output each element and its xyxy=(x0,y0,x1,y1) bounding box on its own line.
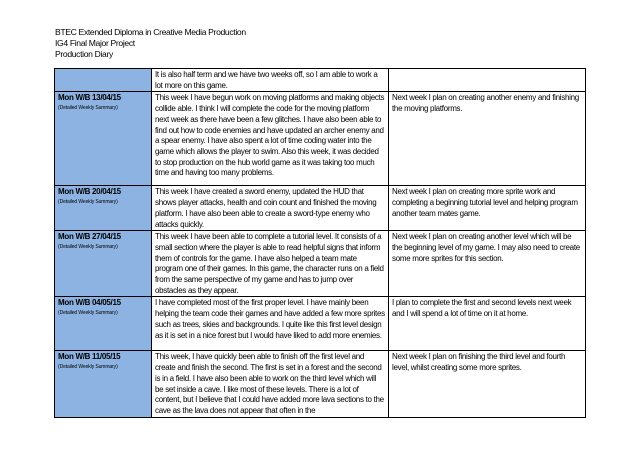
week-date-cell xyxy=(55,69,152,92)
week-date-cell xyxy=(55,231,152,297)
table-row xyxy=(55,92,586,186)
next-week-plan-cell: Next week I plan on creating another level which will be the beginning level of my game. I may also need to create some more sprites for this section. xyxy=(389,231,586,297)
week-date: Mon W/B 20/04/15 xyxy=(58,187,121,197)
weekly-summary-cell: I have completed most of the first proper level. I have mainly been helping the team code their games and have added a few more sprites such as trees, skies and backgrounds. I quite like this first level design as it is set in a nice forest but I would have liked to add more enemies. xyxy=(152,297,389,351)
week-summary-hint: (Detailed Weekly Summary) xyxy=(58,199,118,206)
week-summary-hint: (Detailed Weekly Summary) xyxy=(58,364,118,371)
production-diary-table xyxy=(54,68,586,418)
next-week-plan-cell xyxy=(389,69,586,92)
next-week-plan-cell: Next week I plan on creating another enemy and finishing the moving platforms. xyxy=(389,92,586,186)
table-row xyxy=(55,297,586,351)
table-row xyxy=(55,69,586,92)
week-summary-hint: (Detailed Weekly Summary) xyxy=(58,310,118,317)
next-week-plan-cell: Next week I plan on finishing the third level and fourth level, whilst creating some more sprites. xyxy=(389,351,586,417)
week-date-cell xyxy=(55,186,152,231)
week-date: Mon W/B 13/04/15 xyxy=(58,93,121,103)
week-date-cell xyxy=(55,92,152,186)
header-project: IG4 Final Major Project xyxy=(55,37,135,48)
table-row xyxy=(55,231,586,297)
table-row xyxy=(55,351,586,417)
week-date: Mon W/B 11/05/15 xyxy=(58,352,121,362)
header-diary-title: Production Diary xyxy=(55,48,113,59)
week-date: Mon W/B 04/05/15 xyxy=(58,298,121,308)
header-course: BTEC Extended Diploma in Creative Media Production xyxy=(55,27,246,37)
weekly-summary-cell: This week I have created a sword enemy, updated the HUD that shows player attacks, health and coin count and finished the moving platform. I have also been able to create a sword-type enemy who attacks quickly. xyxy=(152,186,389,231)
weekly-summary-cell: It is also half term and we have two weeks off, so I am able to work a lot more on this game. xyxy=(152,69,389,92)
weekly-summary-cell: This week, I have quickly been able to finish off the first level and create and finish the second. The first is set in a forest and the second is in a field. I have also been able to work on the third level which will be set inside a cave. I like most of these levels. There is a lot of content, but I believe that I could have added more lava sections to the cave as the lava does not appear that often in the xyxy=(152,351,389,417)
week-summary-hint: (Detailed Weekly Summary) xyxy=(58,243,118,250)
week-summary-hint: (Detailed Weekly Summary) xyxy=(58,105,118,112)
document-header xyxy=(55,27,246,59)
weekly-summary-cell: This week I have been able to complete a tutorial level. It consists of a small section where the player is able to read helpful signs that inform them of controls for the game. I have also helped a team mate program one of their games. In this game, the character runs on a field from the same perspective of my game and has to jump over obstacles as they appear. xyxy=(152,231,389,297)
week-date-cell xyxy=(55,351,152,417)
week-date-cell xyxy=(55,297,152,351)
weekly-summary-cell: This week I have begun work on moving platforms and making objects collide able. I think I will complete the code for the moving platform next week as there have been a few glitches. I have also been able to find out how to code enemies and have updated an archer enemy and a spear enemy. I have also spent a lot of time coding water into the game which allows the player to swim. Also this week, it was decided to stop production on the hub world game as it was taking too much time and having too many problems. xyxy=(152,92,389,186)
table-row xyxy=(55,186,586,231)
next-week-plan-cell: I plan to complete the first and second levels next week and I will spend a lot of time on it at home. xyxy=(389,297,586,351)
week-date: Mon W/B 27/04/15 xyxy=(58,232,121,242)
next-week-plan-cell: Next week I plan on creating more sprite work and completing a beginning tutorial level and helping program another team mates game. xyxy=(389,186,586,231)
